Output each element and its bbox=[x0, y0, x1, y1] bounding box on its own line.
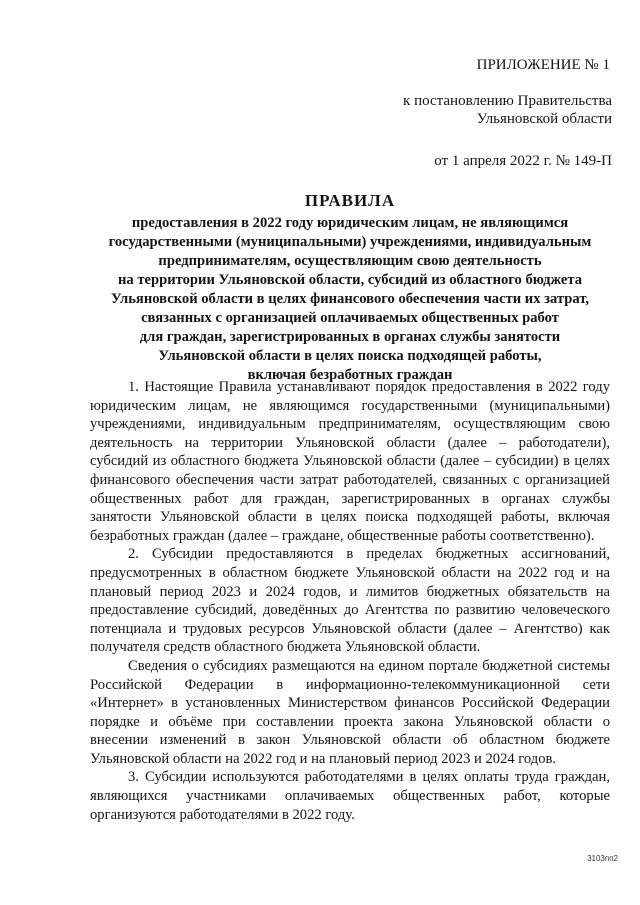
rules-subtitle-line: включая безработных граждан bbox=[247, 367, 453, 383]
decree-reference-line: к постановлению Правительства bbox=[403, 93, 612, 109]
paragraph-2: 2. Субсидии предоставляются в пределах бюджетных ассигнований, предусмотренных в областном бюджете Ульяновской области на 2022 год и на плановый период 2023 и 2024 годов, и лимитов бюджетных обязательств на предоставление субсидий, доведённых до Агентства по развитию человеческого потенциала и трудовых ресурсов Ульяновской области (далее – Агентство) как получателя средств областного бюджета Ульяновской области. bbox=[90, 546, 610, 656]
rules-title: ПРАВИЛА bbox=[304, 191, 396, 210]
paragraph-2-info: Сведения о субсидиях размещаются на едином портале бюджетной системы Российской Федерации в информационно-телекоммуникационной сети «Интернет» в установленных Министерством финансов Российской Федерации порядке и объёме при составлении проекта закона Ульяновской области о внесении изменений в закон Ульяновской области об областном бюджете Ульяновской области на 2022 год и на плановый период 2023 и 2024 годов. bbox=[90, 657, 610, 767]
rules-subtitle-line: предоставления в 2022 году юридическим лицам, не являющимся bbox=[131, 215, 569, 231]
decree-date: от 1 апреля 2022 г. № 149-П bbox=[434, 153, 612, 169]
paragraph-1: 1. Настоящие Правила устанавливают порядок предоставления в 2022 году юридическим лицам, не являющимся государственными (муниципальными) учреждениями, индивидуальным предпринимателям, осуществляющим свою деятельность на территории Ульяновской области (далее – работодатели), субсидий из областного бюджета Ульяновской области (далее – субсидии) в целях финансового обеспечения части затрат работодателей, связанных с организацией общественных работ для граждан, зарегистрированных в органах службы занятости Ульяновской области в целях поиска подходящей работы, включая безработных граждан (далее – граждане, общественные работы соответственно). bbox=[90, 379, 610, 544]
rules-subtitle-line: для граждан, зарегистрированных в органах службы занятости bbox=[139, 329, 561, 345]
rules-subtitle-line: государственными (муниципальными) учреждениями, индивидуальным bbox=[108, 234, 592, 250]
page-code: 3103пп2 bbox=[587, 854, 618, 863]
paragraph-3: 3. Субсидии используются работодателями в целях оплаты труда граждан, являющихся участниками оплачиваемых общественных работ, которые организуются работодателями в 2022 году. bbox=[90, 769, 610, 823]
document-body bbox=[90, 378, 610, 824]
document-header bbox=[403, 56, 612, 170]
rules-subtitle-line: на территории Ульяновской области, субсидий из областного бюджета bbox=[118, 272, 582, 288]
appendix-number: ПРИЛОЖЕНИЕ № 1 bbox=[476, 57, 610, 73]
rules-subtitle-line: Ульяновской области в целях финансового обеспечения части их затрат, bbox=[110, 291, 590, 307]
rules-subtitle-line: предпринимателям, осуществляющим свою деятельность bbox=[158, 253, 542, 269]
decree-region-line: Ульяновской области bbox=[476, 111, 612, 127]
rules-subtitle-line: связанных с организацией оплачиваемых общественных работ bbox=[141, 310, 559, 326]
rules-title-block bbox=[90, 190, 610, 385]
rules-subtitle-line: Ульяновской области в целях поиска подходящей работы, bbox=[158, 348, 542, 364]
